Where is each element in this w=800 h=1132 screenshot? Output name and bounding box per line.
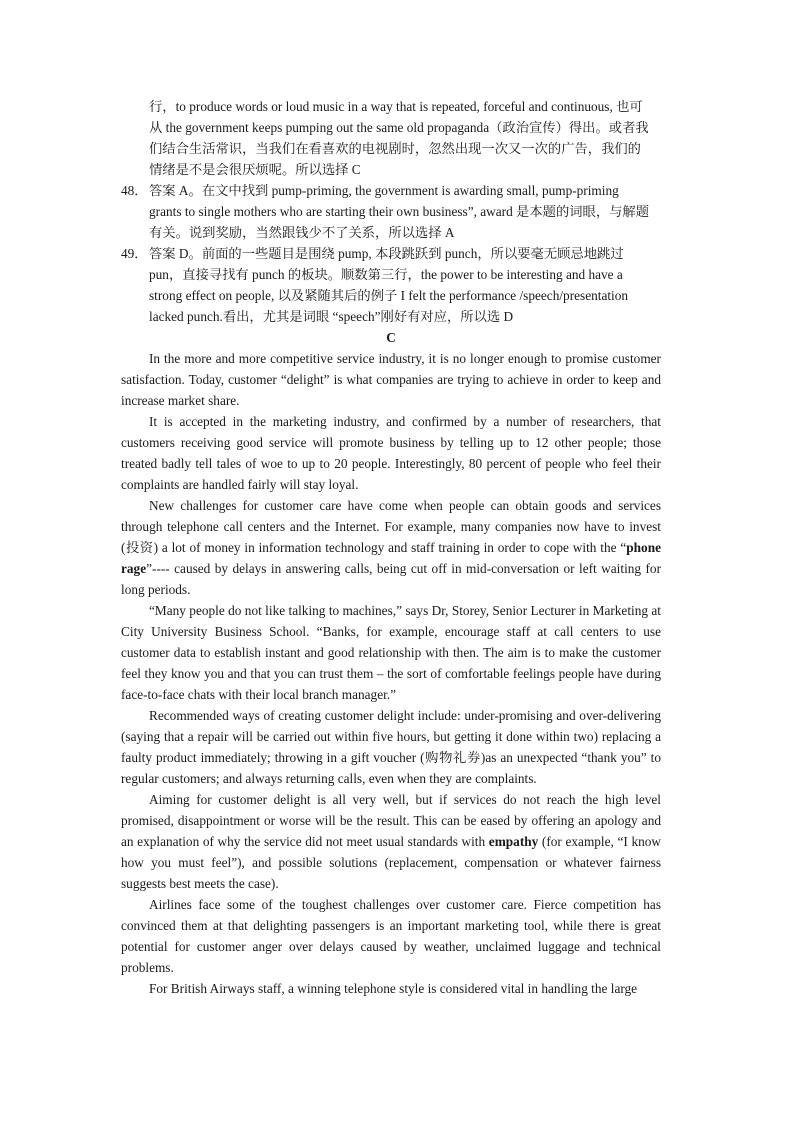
- paragraph-5: Recommended ways of creating customer delight include: under-promising and over-delivering (saying that a repair will be carried out within five hours, but getting it done within two) replacing a faulty product immediately; throwing in a gift voucher (购物礼券)as an unexpected “thank you” to regular customers; and always returning calls, even when they are complaints.: [121, 708, 661, 786]
- paragraph-8: For British Airways staff, a winning telephone style is considered vital in handling the large: [149, 981, 638, 996]
- paragraph-6: Aiming for customer delight is all very well, but if services do not reach the high level promised, disappointment or worse will be the result. This can be eased by offering an apology and an explanation of why the service did not meet usual standards with empathy (for example, “I know how you must feel”), and possible solutions (replacement, compensation or whatever fairness suggests best meets the case).: [121, 792, 661, 891]
- answer-49-first-line: 49．答案 D。前面的一些题目是围绕 pump, 本段跳跃到 punch，所以要毫无顾忌地跳过: [121, 243, 661, 264]
- answer-48-line: 有关。说到奖励，当然跟钱少不了关系，所以选择 A: [149, 225, 455, 240]
- intro-line-3: 们结合生活常识，当我们在看喜欢的电视剧时，忽然出现一次又一次的广告，我们的: [149, 141, 641, 156]
- answer-49-number: 49．: [121, 246, 148, 261]
- answer-49-line: pun，直接寻找有 punch 的板块。顺数第三行，the power to be interesting and have a: [149, 267, 623, 282]
- section-heading: C: [386, 330, 396, 345]
- answer-48-line: grants to single mothers who are starting their own business”, award 是本题的词眼，与解题: [149, 204, 650, 219]
- intro-line-1: 行，to produce words or loud music in a way that is repeated, forceful and continuous, 也可: [149, 99, 643, 114]
- paragraph-2: It is accepted in the marketing industry, and confirmed by a number of researchers, that customers receiving good service will promote business by telling up to 12 other people; those treated badly tell tales of woe to up to 20 people. Interestingly, 80 percent of people who feel their complaints are handled fairly will stay loyal.: [121, 414, 661, 492]
- paragraph-1: In the more and more competitive service industry, it is no longer enough to promise customer satisfaction. Today, customer “delight” is what companies are trying to achieve in order to keep and increase market share.: [121, 351, 661, 408]
- intro-line-4: 情绪是不是会很厌烦呢。所以选择 C: [149, 162, 361, 177]
- empathy-term: empathy: [488, 834, 539, 849]
- answer-48-first-line: 48．答案 A。在文中找到 pump-priming, the government is awarding small, pump-priming: [121, 180, 661, 201]
- paragraph-7: Airlines face some of the toughest challenges over customer care. Fierce competition has convinced them at that delighting passengers is an important marketing tool, while there is great potential for customer anger over delays caused by weather, unclaimed luggage and technical problems.: [121, 897, 661, 975]
- paragraph-4: “Many people do not like talking to machines,” says Dr, Storey, Senior Lecturer in Marketing at City University Business School. “Banks, for example, encourage staff at call centers to use customer data to establish instant and good relationship with then. The aim is to make the customer feel they know you and that you can trust them – the sort of comfortable feelings people have during face-to-face chats with their local branch manager.”: [121, 603, 661, 702]
- intro-continuation: [121, 96, 661, 999]
- phone-rage-term: phone rage: [121, 540, 661, 576]
- paragraph-3: New challenges for customer care have come when people can obtain goods and services through telephone call centers and the Internet. For example, many companies now have to invest (投资) a lot of money in information technology and staff training in order to cope with the “phone rage”---- caused by delays in answering calls, being cut off in mid-conversation or left waiting for long periods.: [121, 498, 661, 597]
- intro-line-2: 从 the government keeps pumping out the same old propaganda（政治宣传）得出。或者我: [149, 120, 649, 135]
- answer-48-number: 48．: [121, 183, 148, 198]
- answer-49-line: strong effect on people, 以及紧随其后的例子 I felt the performance /speech/presentation: [149, 288, 629, 303]
- answer-49-line: lacked punch.看出，尤其是词眼 “speech”刚好有对应，所以选 D: [149, 309, 514, 324]
